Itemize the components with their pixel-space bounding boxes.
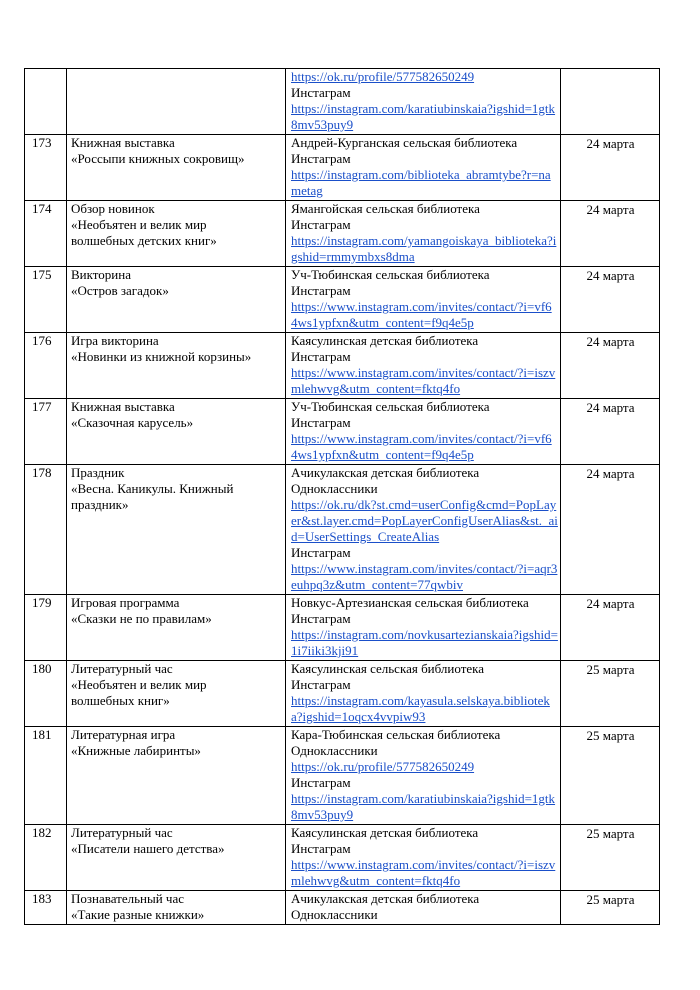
- event-cell: [67, 201, 286, 267]
- event-cell: [67, 661, 286, 727]
- row-number: 183: [25, 891, 67, 925]
- row-number: 177: [25, 399, 67, 465]
- event-date: [561, 69, 660, 135]
- venue-text: Инстаграм: [291, 545, 351, 560]
- event-type: Литературная игра: [71, 727, 176, 742]
- social-link[interactable]: https://instagram.com/kayasula.selskaya.biblioteka?igshid=1oqcx4vvpiw93: [291, 693, 550, 724]
- event-date: 24 марта: [561, 267, 660, 333]
- venue-text: Инстаграм: [291, 85, 351, 100]
- venue-cell: [286, 267, 561, 333]
- event-date: 24 марта: [561, 399, 660, 465]
- social-link[interactable]: https://ok.ru/profile/577582650249: [291, 69, 475, 84]
- social-link[interactable]: https://www.instagram.com/invites/contact/?i=aqr3euhpq3z&utm_content=77qwbiv: [291, 561, 558, 592]
- event-date: 25 марта: [561, 825, 660, 891]
- event-title-line: «Новинки из книжной корзины»: [71, 349, 252, 364]
- event-type: Литературный час: [71, 825, 173, 840]
- table-row: [25, 661, 660, 727]
- row-number: [25, 69, 67, 135]
- venue-cell: [286, 891, 561, 925]
- table-row: [25, 891, 660, 925]
- social-link[interactable]: https://www.instagram.com/invites/contact/?i=iszvmlehwvg&utm_content=fktq4fo: [291, 857, 556, 888]
- venue-cell: [286, 201, 561, 267]
- event-cell: [67, 727, 286, 825]
- venue-text: Одноклассники: [291, 743, 378, 758]
- venue-text: Уч-Тюбинская сельская библиотека: [291, 267, 490, 282]
- table-row: [25, 135, 660, 201]
- event-title-line: «Такие разные книжки»: [71, 907, 205, 922]
- table-row: [25, 69, 660, 135]
- event-type: Литературный час: [71, 661, 173, 676]
- venue-text: Одноклассники: [291, 481, 378, 496]
- event-title-line: «Весна. Каникулы. Книжный: [71, 481, 234, 496]
- events-table: [24, 68, 660, 925]
- venue-text: Инстаграм: [291, 841, 351, 856]
- venue-text: Инстаграм: [291, 677, 351, 692]
- event-date: 24 марта: [561, 201, 660, 267]
- event-title-line: «Книжные лабиринты»: [71, 743, 201, 758]
- event-title-line: «Необъятен и велик мир: [71, 677, 207, 692]
- event-title-line: волшебных детских книг»: [71, 233, 217, 248]
- event-type: Познавательный час: [71, 891, 184, 906]
- venue-cell: [286, 825, 561, 891]
- event-type: Игра викторина: [71, 333, 159, 348]
- event-title-line: «Сказочная карусель»: [71, 415, 194, 430]
- event-title-line: «Писатели нашего детства»: [71, 841, 225, 856]
- venue-text: Каясулинская сельская библиотека: [291, 661, 485, 676]
- social-link[interactable]: https://www.instagram.com/invites/contact/?i=vf64ws1ypfxn&utm_content=f9q4e5p: [291, 431, 552, 462]
- event-date: 25 марта: [561, 661, 660, 727]
- event-cell: [67, 267, 286, 333]
- row-number: 175: [25, 267, 67, 333]
- row-number: 182: [25, 825, 67, 891]
- venue-text: Инстаграм: [291, 217, 351, 232]
- social-link[interactable]: https://instagram.com/biblioteka_abramtybe?r=nametag: [291, 167, 551, 198]
- social-link[interactable]: https://instagram.com/yamangoiskaya_biblioteka?igshid=rmmymbxs8dma: [291, 233, 557, 264]
- event-cell: [67, 595, 286, 661]
- venue-text: Инстаграм: [291, 283, 351, 298]
- venue-cell: [286, 135, 561, 201]
- table-row: [25, 727, 660, 825]
- table-row: [25, 399, 660, 465]
- event-date: 24 марта: [561, 465, 660, 595]
- event-title-line: «Остров загадок»: [71, 283, 169, 298]
- table-row: [25, 333, 660, 399]
- venue-text: Инстаграм: [291, 775, 351, 790]
- venue-text: Уч-Тюбинская сельская библиотека: [291, 399, 490, 414]
- events-table-page: [24, 68, 659, 925]
- venue-text: Ямангойская сельская библиотека: [291, 201, 480, 216]
- event-type: Игровая программа: [71, 595, 180, 610]
- venue-text: Ачикулакская детская библиотека: [291, 465, 480, 480]
- event-type: Книжная выставка: [71, 135, 175, 150]
- table-row: [25, 465, 660, 595]
- table-row: [25, 825, 660, 891]
- event-date: 25 марта: [561, 891, 660, 925]
- table-row: [25, 267, 660, 333]
- event-title-line: «Необъятен и велик мир: [71, 217, 207, 232]
- event-date: 24 марта: [561, 333, 660, 399]
- row-number: 178: [25, 465, 67, 595]
- event-title-line: «Россыпи книжных сокровищ»: [71, 151, 245, 166]
- venue-text: Инстаграм: [291, 151, 351, 166]
- venue-cell: [286, 727, 561, 825]
- table-row: [25, 201, 660, 267]
- event-type: Обзор новинок: [71, 201, 155, 216]
- venue-cell: [286, 661, 561, 727]
- event-type: Викторина: [71, 267, 131, 282]
- event-title-line: праздник»: [71, 497, 129, 512]
- row-number: 179: [25, 595, 67, 661]
- event-date: 24 марта: [561, 135, 660, 201]
- row-number: 181: [25, 727, 67, 825]
- venue-text: Андрей-Курганская сельская библиотека: [291, 135, 518, 150]
- venue-cell: [286, 595, 561, 661]
- venue-cell: [286, 465, 561, 595]
- venue-text: Каясулинская детская библиотека: [291, 333, 479, 348]
- venue-text: Каясулинская детская библиотека: [291, 825, 479, 840]
- social-link[interactable]: https://ok.ru/dk?st.cmd=userConfig&cmd=PopLayer&st.layer.cmd=PopLayerConfigUserAlias&st._aid=UserSettings_CreateAlias: [291, 497, 558, 544]
- venue-text: Кара-Тюбинская сельская библиотека: [291, 727, 501, 742]
- social-link[interactable]: https://www.instagram.com/invites/contact/?i=vf64ws1ypfxn&utm_content=f9q4e5p: [291, 299, 552, 330]
- event-title-line: волшебных книг»: [71, 693, 170, 708]
- event-cell: [67, 465, 286, 595]
- venue-cell: [286, 69, 561, 135]
- event-cell: [67, 825, 286, 891]
- venue-text: Инстаграм: [291, 349, 351, 364]
- venue-text: Одноклассники: [291, 907, 378, 922]
- event-type: Книжная выставка: [71, 399, 175, 414]
- event-cell: [67, 891, 286, 925]
- event-type: Праздник: [71, 465, 125, 480]
- social-link[interactable]: https://www.instagram.com/invites/contact/?i=iszvmlehwvg&utm_content=fktq4fo: [291, 365, 556, 396]
- social-link[interactable]: https://ok.ru/profile/577582650249: [291, 759, 475, 774]
- venue-cell: [286, 399, 561, 465]
- event-cell: [67, 399, 286, 465]
- event-cell: [67, 69, 286, 135]
- row-number: 174: [25, 201, 67, 267]
- event-title-line: «Сказки не по правилам»: [71, 611, 212, 626]
- venue-cell: [286, 333, 561, 399]
- event-date: 25 марта: [561, 727, 660, 825]
- venue-text: Инстаграм: [291, 415, 351, 430]
- row-number: 176: [25, 333, 67, 399]
- events-table-body: [25, 69, 660, 925]
- row-number: 173: [25, 135, 67, 201]
- venue-text: Новкус-Артезианская сельская библиотека: [291, 595, 529, 610]
- row-number: 180: [25, 661, 67, 727]
- social-link[interactable]: https://instagram.com/karatiubinskaia?igshid=1gtk8mv53puy9: [291, 101, 556, 132]
- event-date: 24 марта: [561, 595, 660, 661]
- social-link[interactable]: https://instagram.com/novkusartezianskaia?igshid=1i7iiki3kji91: [291, 627, 558, 658]
- event-cell: [67, 333, 286, 399]
- venue-text: Инстаграм: [291, 611, 351, 626]
- table-row: [25, 595, 660, 661]
- social-link[interactable]: https://instagram.com/karatiubinskaia?igshid=1gtk8mv53puy9: [291, 791, 556, 822]
- venue-text: Ачикулакская детская библиотека: [291, 891, 480, 906]
- event-cell: [67, 135, 286, 201]
